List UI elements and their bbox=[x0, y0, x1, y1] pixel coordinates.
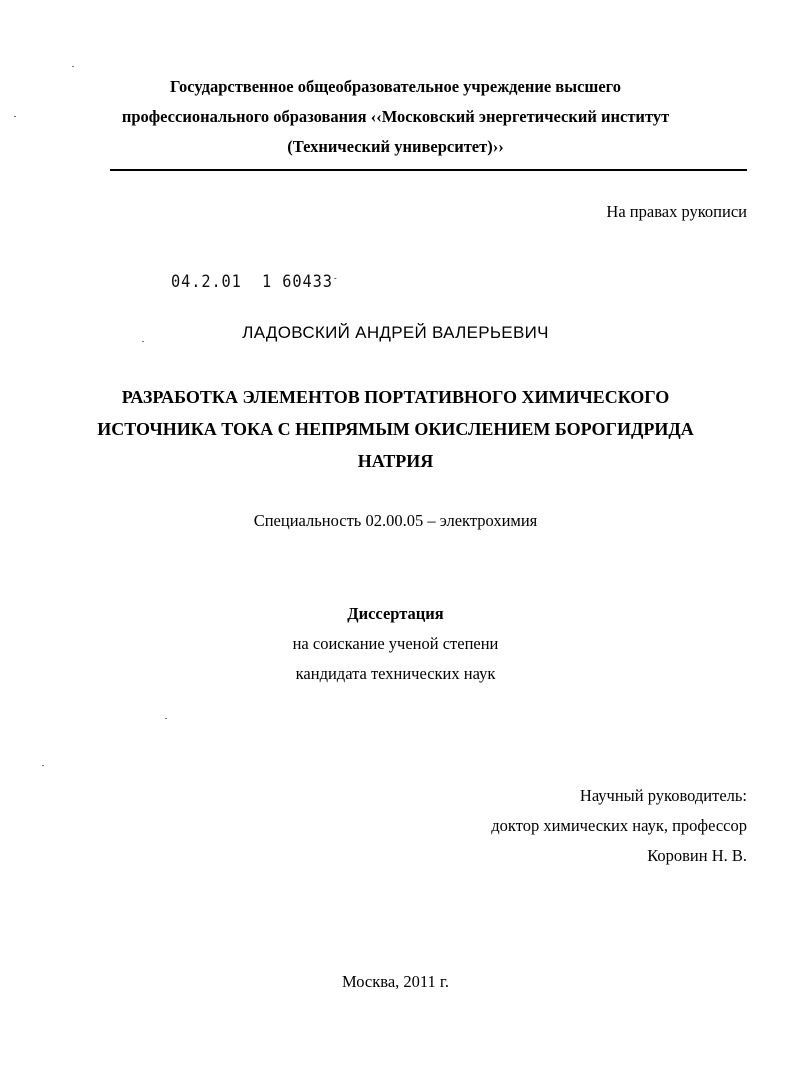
degree-heading: Диссертация bbox=[347, 604, 444, 623]
title-line-3: НАТРИЯ bbox=[357, 451, 434, 471]
scan-speck bbox=[42, 765, 44, 766]
scan-speck bbox=[165, 718, 167, 719]
institution-line-3: (Технический университет)›› bbox=[287, 137, 504, 156]
institution-line-1: Государственное общеобразовательное учреждение высшего bbox=[169, 77, 622, 96]
rights-note: На правах рукописи bbox=[606, 202, 747, 221]
supervisor-label: Научный руководитель: bbox=[579, 786, 747, 805]
scan-speck bbox=[142, 341, 144, 342]
specialty: Специальность 02.00.05 – электрохимия bbox=[253, 511, 538, 530]
scan-speck bbox=[14, 116, 16, 117]
supervisor-degree: доктор химических наук, профессор bbox=[491, 816, 747, 835]
degree-line-2: кандидата технических наук bbox=[295, 664, 496, 683]
title-line-2: ИСТОЧНИКА ТОКА С НЕПРЯМЫМ ОКИСЛЕНИЕМ БОРОГИДРИДА bbox=[97, 419, 694, 439]
stamp-number: 1 60433 bbox=[262, 272, 333, 292]
stamp-code: 04.2.01 bbox=[171, 272, 242, 292]
institution-line-2: профессионального образования ‹‹Московский энергетический институт bbox=[121, 107, 670, 126]
degree-line-1: на соискание ученой степени bbox=[292, 634, 499, 653]
supervisor-name: Коровин Н. В. bbox=[647, 846, 747, 865]
author-name: ЛАДОВСКИЙ АНДРЕЙ ВАЛЕРЬЕВИЧ bbox=[242, 323, 549, 342]
title-line-1: РАЗРАБОТКА ЭЛЕМЕНТОВ ПОРТАТИВНОГО ХИМИЧЕСКОГО bbox=[121, 387, 670, 407]
header-divider bbox=[110, 169, 747, 171]
library-stamp: 04.2.01 1 60433- bbox=[171, 272, 339, 292]
scan-speck bbox=[72, 66, 74, 67]
place-year: Москва, 2011 г. bbox=[342, 972, 449, 991]
